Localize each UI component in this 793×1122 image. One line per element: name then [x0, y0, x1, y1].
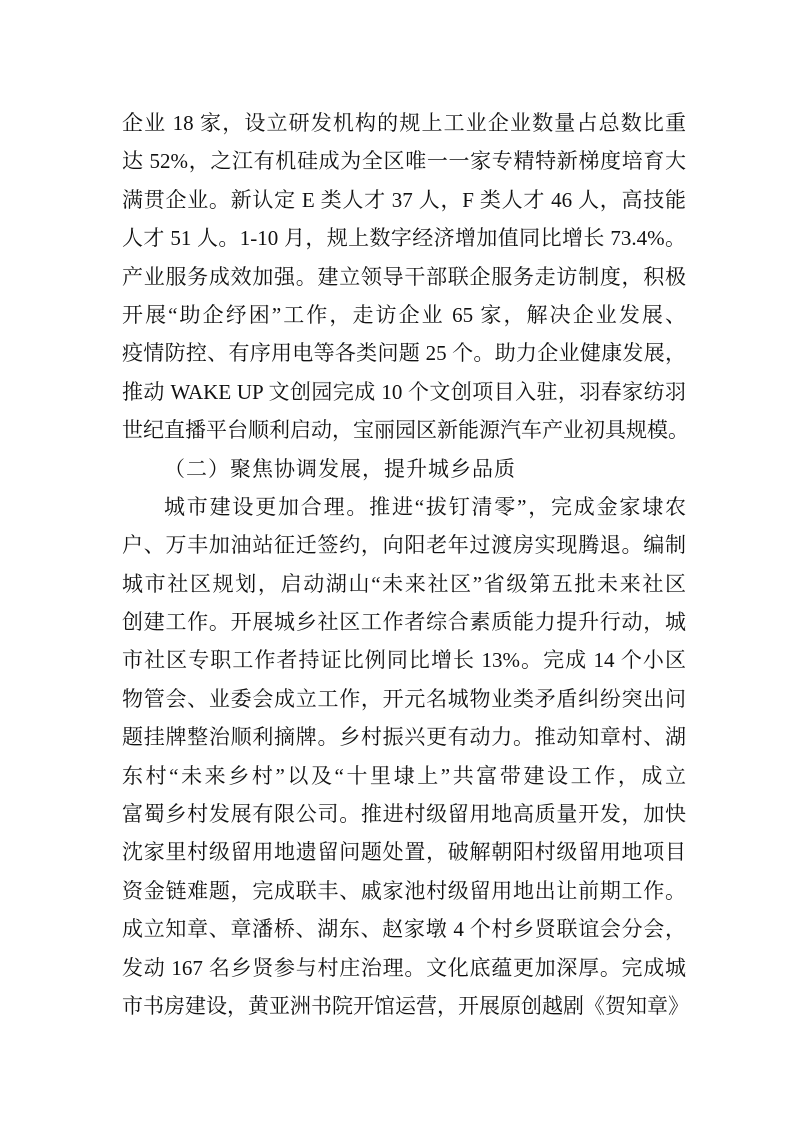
text-line: 达 52%，之江有机硅成为全区唯一一家专精特新梯度培育大 — [122, 149, 686, 174]
text-line: 创建工作。开展城乡社区工作者综合素质能力提升行动，城 — [122, 610, 686, 635]
text-line: 世纪直播平台顺利启动，宝丽园区新能源汽车产业初具规模。 — [122, 418, 689, 443]
text-line: 人才 51 人。1-10 月，规上数字经济增加值同比增长 73.4%。 — [122, 226, 686, 251]
text-line: 城市建设更加合理。推进“拔钉清零”，完成金家埭农 — [164, 494, 686, 519]
text-line: 开展“助企纾困”工作，走访企业 65 家，解决企业发展、 — [122, 302, 686, 327]
paragraph — [122, 104, 689, 450]
text-line: 城市社区规划，启动湖山“未来社区”省级第五批未来社区 — [122, 571, 686, 596]
text-line: 题挂牌整治顺利摘牌。乡村振兴更有动力。推动知章村、湖 — [122, 725, 686, 750]
text-line: 产业服务成效加强。建立领导干部联企服务走访制度，积极 — [122, 264, 686, 289]
text-line: 满贯企业。新认定 E 类人才 37 人，F 类人才 46 人，高技能 — [122, 187, 686, 212]
text-line: 成立知章、章潘桥、湖东、赵家墩 4 个村乡贤联谊会分会， — [122, 917, 686, 942]
text-line: 物管会、业委会成立工作，开元名城物业类矛盾纠纷突出问 — [122, 686, 686, 711]
document-page — [122, 104, 689, 1025]
text-line: 推动 WAKE UP 文创园完成 10 个文创项目入驻，羽春家纺羽 — [122, 379, 686, 404]
section-heading: （二）聚焦协调发展，提升城乡品质 — [164, 456, 516, 481]
text-line: 发动 167 名乡贤参与村庄治理。文化底蕴更加深厚。完成城 — [122, 955, 686, 980]
paragraph — [122, 488, 689, 1025]
text-line: 企业 18 家，设立研发机构的规上工业企业数量占总数比重 — [122, 111, 686, 135]
text-line: 市社区专职工作者持证比例同比增长 13%。完成 14 个小区 — [122, 648, 686, 673]
text-line: 资金链难题，完成联丰、戚家池村级留用地出让前期工作。 — [122, 878, 686, 903]
text-line: 户、万丰加油站征迁签约，向阳老年过渡房实现腾退。编制 — [122, 533, 686, 558]
text-line: 市书房建设，黄亚洲书院开馆运营，开展原创越剧《贺知章》 — [122, 993, 689, 1018]
text-line: 富蜀乡村发展有限公司。推进村级留用地高质量开发，加快 — [122, 802, 686, 827]
text-line: 沈家里村级留用地遗留问题处置，破解朝阳村级留用地项目 — [122, 840, 686, 865]
text-line: 疫情防控、有序用电等各类问题 25 个。助力企业健康发展， — [122, 341, 686, 366]
text-line: 东村“未来乡村”以及“十里埭上”共富带建设工作，成立 — [122, 763, 686, 788]
